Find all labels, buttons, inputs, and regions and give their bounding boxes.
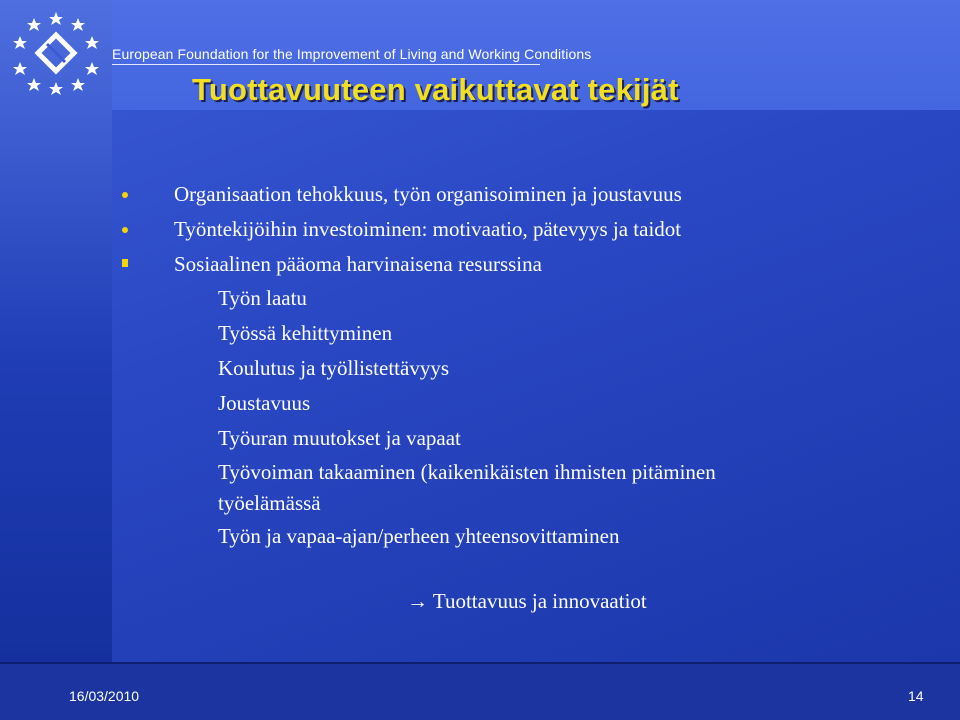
- right-arrow-icon: →: [407, 589, 428, 613]
- bullet-dot-icon: [122, 227, 128, 233]
- conclusion: [407, 589, 647, 614]
- bullet-item: Sosiaalinen pääoma harvinaisena resurssina: [174, 252, 542, 276]
- sub-item: Koulutus ja työllistettävyys: [218, 356, 449, 380]
- bullet-dot-icon: [122, 192, 128, 198]
- sub-item: työelämässä: [218, 491, 321, 515]
- sub-item: Joustavuus: [218, 391, 311, 415]
- page-number: 14: [908, 688, 924, 704]
- sub-item: Työn laatu: [218, 286, 307, 310]
- bullet-square-icon: [122, 259, 128, 267]
- footer-bar: [0, 662, 960, 720]
- slide-date: 16/03/2010: [69, 688, 140, 704]
- conclusion-text: Tuottavuus ja innovaatiot: [432, 589, 647, 613]
- organization-name: European Foundation for the Improvement of Living and Working Conditions: [112, 46, 592, 62]
- sub-item: Työn ja vapaa-ajan/perheen yhteensovittaminen: [218, 524, 620, 548]
- bullet-item: Organisaation tehokkuus, työn organisoiminen ja joustavuus: [174, 182, 682, 206]
- left-sidebar-decoration: [0, 0, 112, 662]
- bullet-item: Työntekijöihin investoiminen: motivaatio, pätevyys ja taidot: [174, 217, 682, 241]
- sub-item: Työvoiman takaaminen (kaikenikäisten ihmisten pitäminen: [218, 460, 716, 484]
- header-divider: [112, 64, 540, 65]
- sub-item: Työssä kehittyminen: [218, 321, 393, 345]
- eu-foundation-logo-icon: [6, 8, 106, 98]
- slide-title: Tuottavuuteen vaikuttavat tekijät: [192, 72, 679, 107]
- sub-item: Työuran muutokset ja vapaat: [218, 426, 461, 450]
